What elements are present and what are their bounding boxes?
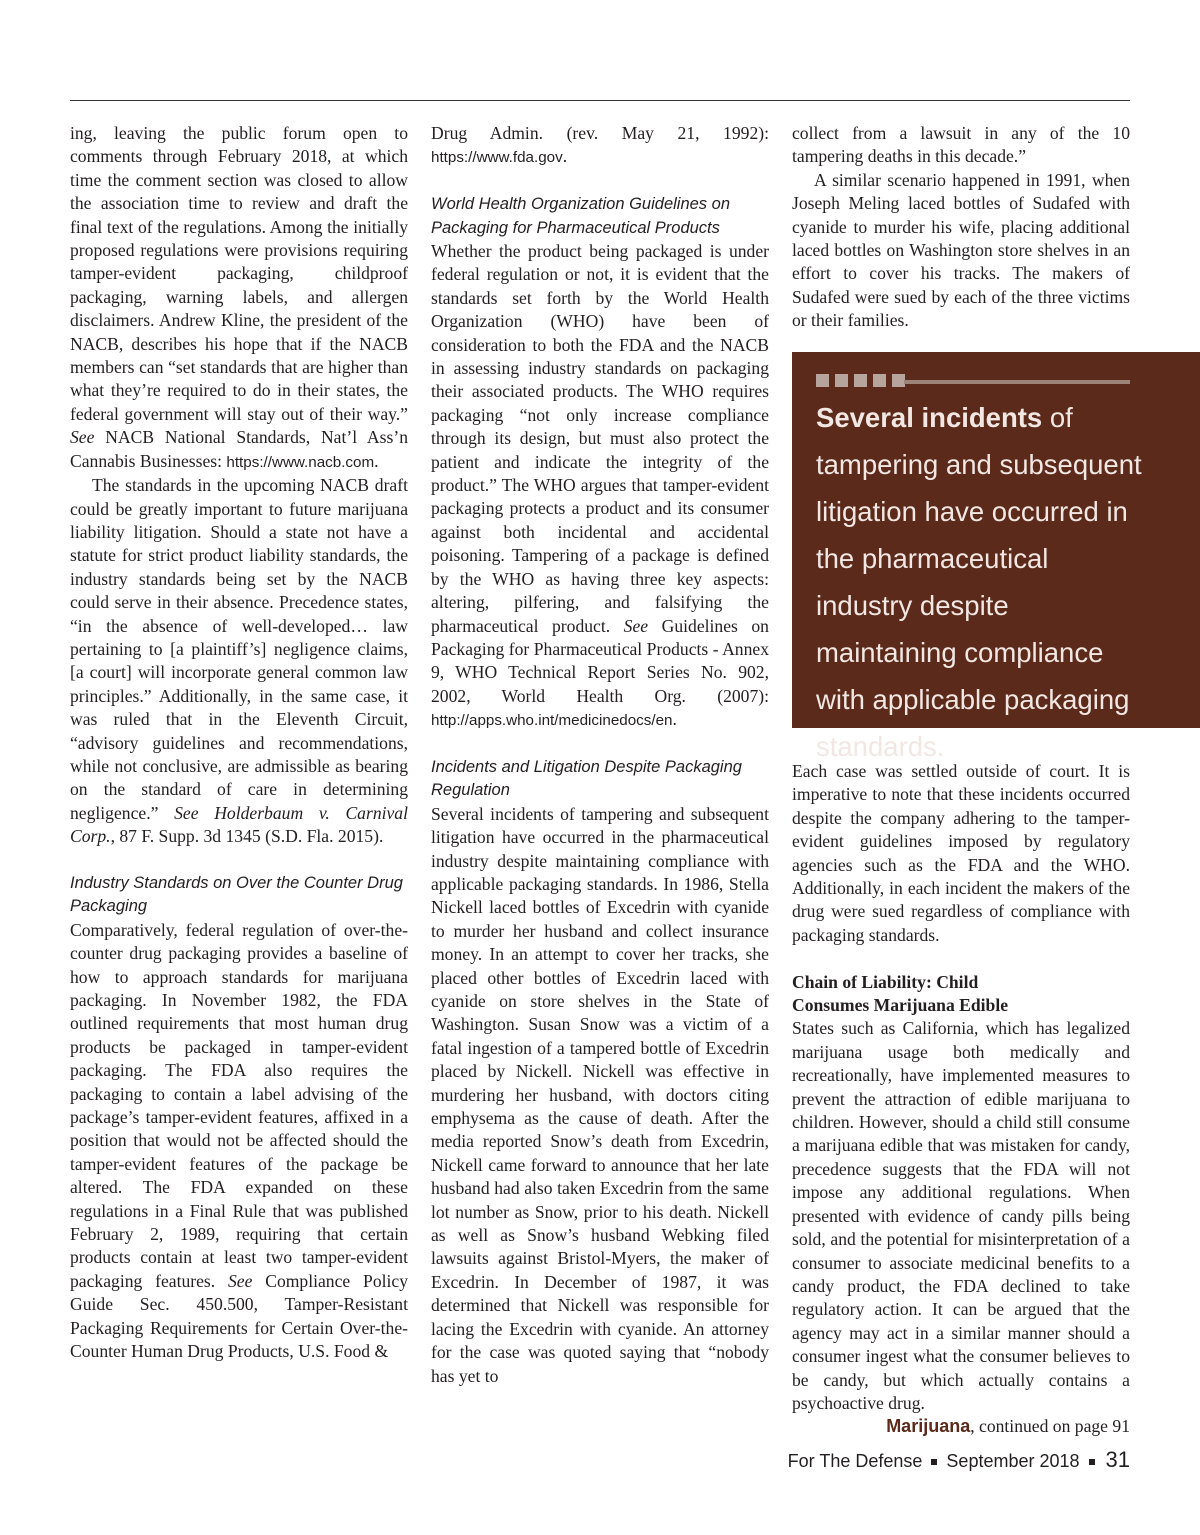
separator-dot-icon xyxy=(1089,1459,1095,1465)
who-link[interactable]: http://apps.who.int/medicinedocs/en xyxy=(431,712,673,730)
column-3-top xyxy=(792,122,1130,333)
col1-subheading: Industry Standards on Over the Counter Drug Packaging xyxy=(70,873,403,916)
col3-paragraph-1: collect from a lawsuit in any of the 10 tampering deaths in this decade.” xyxy=(792,123,1130,167)
separator-dot-icon xyxy=(931,1459,937,1465)
nacb-link[interactable]: https://www.nacb.com xyxy=(226,453,375,471)
fda-link[interactable]: https://www.fda.gov xyxy=(431,149,563,167)
continued-note: Marijuana, continued on page 91 xyxy=(886,1416,1130,1437)
col1-paragraph-1: ing, leaving the public forum open to comments through February 2018, at which time the comment section was closed to allow the association time to review and draft the final text of the regulations. Among the initially proposed regulations were provisions requiring tamper-evident packaging, childproof packaging, warning labels, and allergen disclaimers. Andrew Kline, the president of the NACB, describes his hope that if the NACB members can “set standards that are higher than what they’re required to do in their states, the federal government will stay out of their way.” See NACB National Standards, Nat’l Ass’n Cannabis Businesses: https://www.nacb.com. xyxy=(70,123,408,471)
page-footer xyxy=(788,1447,1130,1473)
pull-quote-rule xyxy=(904,380,1130,384)
col2-paragraph-1: Drug Admin. (rev. May 21, 1992): https://www.fda.gov. xyxy=(431,123,769,167)
col3-paragraph-2: A similar scenario happened in 1991, when Joseph Meling laced bottles of Sudafed with cyanide to murder his wife, placing additional laced bottles on Washington store shelves in an effort to cover his tracks. The makers of Sudafed were sued by each of the three victims or their families. xyxy=(792,169,1130,331)
col2-paragraph-3: Several incidents of tampering and subsequent litigation have occurred in the pharmaceutical industry despite maintaining compliance with applicable packaging standards. In 1986, Stella Nickell laced bottles of Excedrin with cyanide to murder her husband and collect insurance money. In an attempt to cover her tracks, she placed other bottles of Excedrin laced with cyanide on store shelves in the State of Washington. Susan Snow was a victim of a fatal ingestion of a tampered bottle of Excedrin placed by Nickell. Nickell was effective in murdering her husband, with doctors citing emphysema as the cause of death. After the media reported Snow’s death from Excedrin, Nickell came forward to announce that her late husband had also taken Excedrin from the same lot number as Snow, prior to his death. Nickell as well as Snow’s husband Webking filed lawsuits against Bristol-Myers, the maker of Excedrin. In December of 1987, it was determined that Nickell was responsible for lacing the Excedrin with cyanide. An attorney for the case was quoted saying that “nobody has yet to xyxy=(431,803,769,1386)
column-2 xyxy=(431,122,769,1388)
magazine-name: For The Defense xyxy=(787,1451,923,1471)
top-rule xyxy=(70,100,1130,101)
column-1 xyxy=(70,122,408,1364)
decorative-squares xyxy=(816,374,905,387)
column-3-bottom xyxy=(792,760,1130,1439)
col3-paragraph-4: States such as California, which has legalized marijuana usage both medically and recreationally, have implemented measures to prevent the attraction of edible marijuana to children. However, should a child still consume a marijuana edible that was mistaken for candy, precedence suggests that the FDA will not impose any additional regulations. When presented with evidence of candy pills being sold, and the potential for misinterpretation of a consumer to associate medicinal benefits to a candy product, the FDA declined to take regulatory action. It can be argued that the agency may act in a similar manner should a consumer ingest what the consumer believes to be candy, but which actually contains a psychoactive drug. xyxy=(792,1018,1130,1413)
col2-subheading-2: Incidents and Litigation Despite Packaging Regulation xyxy=(431,757,742,800)
col3-paragraph-3: Each case was settled outside of court. It is imperative to note that these incidents occurred despite the company adhering to the tamper-evident guidelines imposed by regulatory agencies such as the FDA and the WHO. Additionally, in each incident the makers of the drug were sued regardless of compliance with packaging standards. xyxy=(792,761,1130,945)
pull-quote-text: Several incidents of tampering and subsequent litigation have occurred in the pharmaceutical industry despite maintaining compliance with applicable packaging standards. xyxy=(816,402,1142,762)
col1-paragraph-2: The standards in the upcoming NACB draft could be greatly important to future marijuana liability litigation. Should a state not have a statute for strict product liability standards, the industry standards being set by the NACB could serve in their absence. Precedence states, “in the absence of well-developed… law pertaining to [a plaintiff’s] negligence claims, [a court] will incorporate general common law principles.” Additionally, in the same case, it was ruled that in the Eleventh Circuit, “advisory guidelines and recommendations, while not conclusive, are admissible as bearing on the standard of care in determining negligence.” See Holderbaum v. Carnival Corp., 87 F. Supp. 3d 1345 (S.D. Fla. 2015). xyxy=(70,475,408,847)
col2-paragraph-2: Whether the product being packaged is under federal regulation or not, it is evident that the standards set forth by the World Health Organization (WHO) have been of consideration to both the FDA and the NACB in assessing industry standards on packaging their associated products. The WHO requires packaging “not only increase compliance through its design, but must also protect the patient and indicate the integrity of the product.” The WHO argues that tamper-evident packaging protects a product and its consumer against both incidental and accidental poisoning. Tampering of a package is defined by the WHO as having three key aspects: altering, pilfering, and falsifying the pharmaceutical product. See Guidelines on Packaging for Pharmaceutical Products - Annex 9, WHO Technical Report Series No. 902, 2002, World Health Org. (2007): http://apps.who.int/medicinedocs/en. xyxy=(431,241,769,730)
page-number: 31 xyxy=(1105,1447,1130,1472)
col3-subheading: Chain of Liability: Child Consumes Marijuana Edible xyxy=(792,971,1009,1016)
issue-date: September 2018 xyxy=(946,1451,1080,1471)
col1-paragraph-3: Comparatively, federal regulation of over-the-counter drug packaging provides a baseline of how to approach standards for marijuana packaging. In November 1982, the FDA outlined requirements that most human drug products be packaged in tamper-evident packaging. The FDA also requires the packaging to contain a label advising of the package’s tamper-evident features, affixed in a position that would not be affected should the tamper-evident features of the package be altered. The FDA expanded on these regulations in a Final Rule that was published February 2, 1989, requiring that certain products contain at least two tamper-evident packaging features. See Compliance Policy Guide Sec. 450.500, Tamper-Resistant Packaging Requirements for Certain Over-the-Counter Human Drug Products, U.S. Food & xyxy=(70,919,408,1362)
pull-quote-box xyxy=(792,352,1200,762)
col2-subheading-1: World Health Organization Guidelines on Packaging for Pharmaceutical Products xyxy=(431,195,730,237)
